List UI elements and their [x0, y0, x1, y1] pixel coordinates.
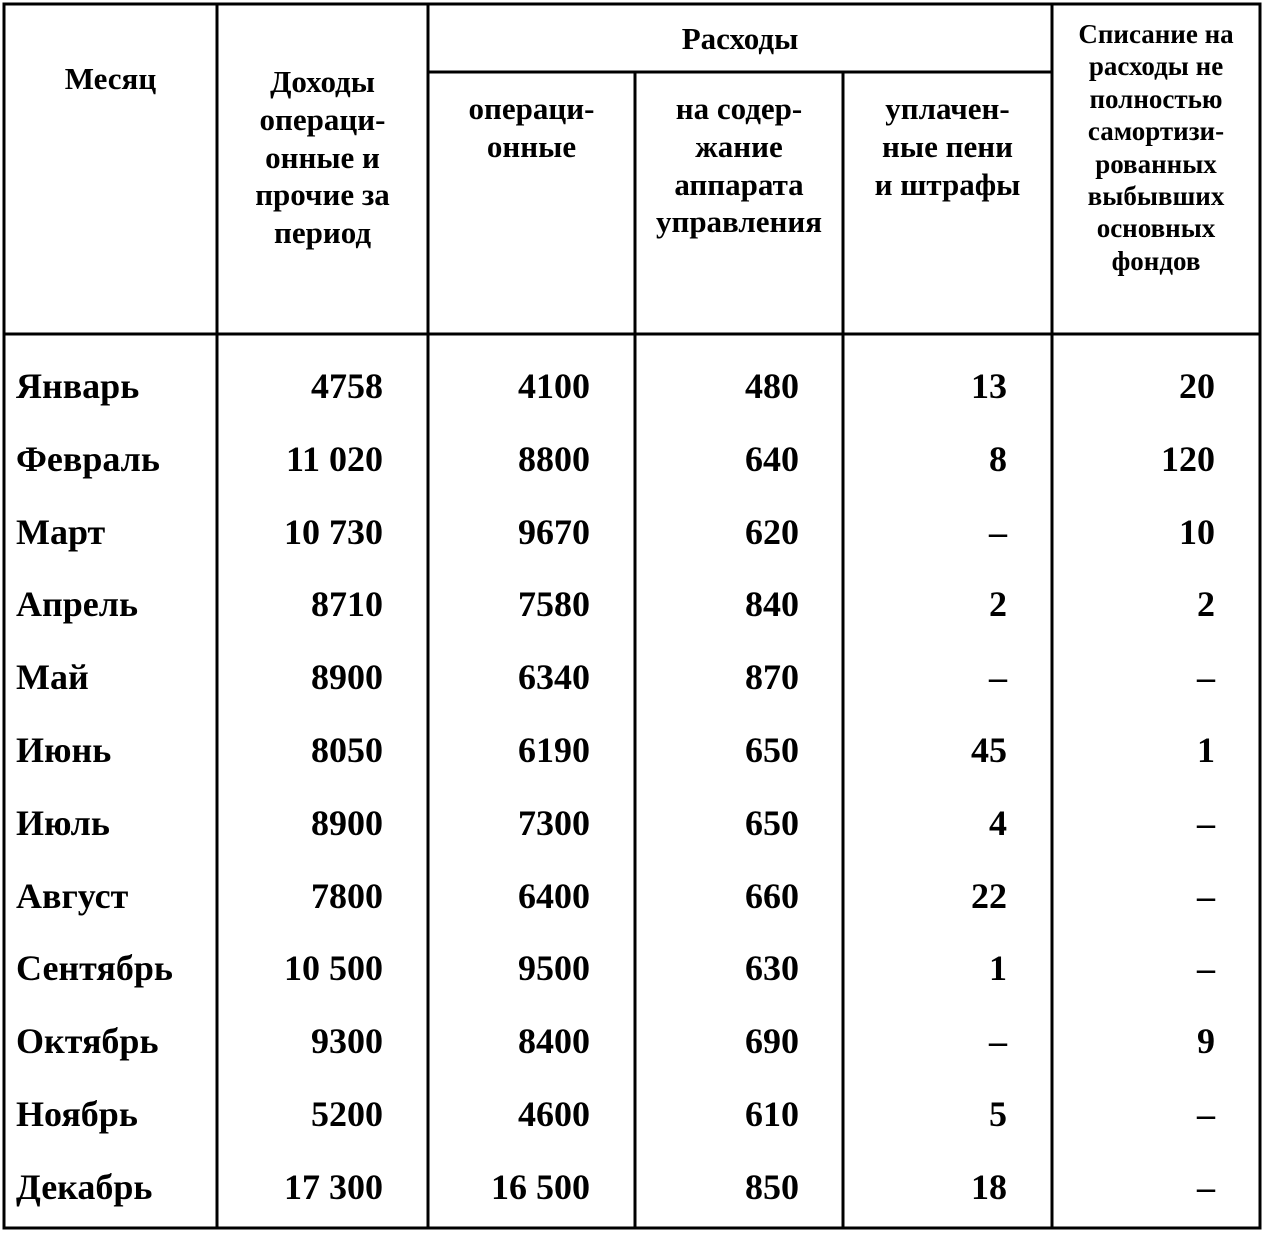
cell-month: Август	[16, 876, 129, 916]
cell-income: 4758	[311, 366, 383, 406]
cell-writeoff: 120	[1161, 439, 1215, 479]
cell-penalties: –	[989, 512, 1007, 552]
cell-writeoff: –	[1197, 657, 1215, 697]
cell-month: Сентябрь	[16, 948, 173, 988]
cell-penalties: 18	[971, 1167, 1007, 1207]
cell-month: Октябрь	[16, 1021, 159, 1061]
cell-month: Январь	[16, 366, 140, 406]
cell-month: Июнь	[16, 730, 112, 770]
cell-writeoff: 2	[1197, 584, 1215, 624]
cell-income: 17 300	[284, 1167, 383, 1207]
cell-penalties: –	[989, 657, 1007, 697]
header-admin: на содер- жание аппарата управления	[655, 91, 823, 240]
cell-writeoff: 20	[1179, 366, 1215, 406]
cell-admin: 610	[745, 1094, 799, 1134]
cell-operational: 7300	[518, 803, 590, 843]
cell-income: 8900	[311, 657, 383, 697]
cell-admin: 640	[745, 439, 799, 479]
cell-operational: 6340	[518, 657, 590, 697]
cell-month: Ноябрь	[16, 1094, 138, 1134]
cell-penalties: 5	[989, 1094, 1007, 1134]
header-penalties: уплачен- ные пени и штрафы	[874, 91, 1021, 202]
cell-writeoff: 9	[1197, 1021, 1215, 1061]
cell-income: 9300	[311, 1021, 383, 1061]
cell-income: 10 500	[284, 948, 383, 988]
cell-writeoff: –	[1197, 948, 1215, 988]
cell-admin: 690	[745, 1021, 799, 1061]
cell-admin: 850	[745, 1167, 799, 1207]
cell-admin: 650	[745, 730, 799, 770]
cell-penalties: 8	[989, 439, 1007, 479]
cell-operational: 6190	[518, 730, 590, 770]
header-expenses-group: Расходы	[681, 21, 799, 56]
cell-writeoff: –	[1197, 1167, 1215, 1207]
cell-writeoff: –	[1197, 876, 1215, 916]
cell-writeoff: 10	[1179, 512, 1215, 552]
cell-operational: 7580	[518, 584, 590, 624]
cell-operational: 8800	[518, 439, 590, 479]
cell-operational: 9500	[518, 948, 590, 988]
header-month: Месяц	[64, 61, 157, 96]
cell-income: 7800	[311, 876, 383, 916]
cell-operational: 4100	[518, 366, 590, 406]
cell-writeoff: 1	[1197, 730, 1215, 770]
cell-admin: 660	[745, 876, 799, 916]
cell-month: Апрель	[16, 584, 138, 624]
cell-operational: 4600	[518, 1094, 590, 1134]
cell-admin: 480	[745, 366, 799, 406]
cell-penalties: –	[989, 1021, 1007, 1061]
cell-month: Февраль	[16, 439, 160, 479]
cell-income: 8050	[311, 730, 383, 770]
cell-penalties: 13	[971, 366, 1007, 406]
cell-writeoff: –	[1197, 1094, 1215, 1134]
cell-income: 8710	[311, 584, 383, 624]
header-income: Доходы операци- онные и прочие за период	[255, 64, 390, 251]
cell-admin: 650	[745, 803, 799, 843]
cell-income: 11 020	[285, 439, 383, 479]
cell-month: Декабрь	[16, 1167, 153, 1207]
cell-operational: 9670	[518, 512, 590, 552]
cell-penalties: 1	[989, 948, 1007, 988]
header-operational: операци- онные	[468, 91, 595, 164]
header-writeoff: Списание на расходы не полностью самортизи- рованных выбывших основных фондов	[1078, 19, 1234, 276]
cell-income: 5200	[311, 1094, 383, 1134]
cell-admin: 840	[745, 584, 799, 624]
cell-writeoff: –	[1197, 803, 1215, 843]
cell-penalties: 45	[971, 730, 1007, 770]
cell-month: Март	[16, 512, 106, 552]
cell-penalties: 2	[989, 584, 1007, 624]
cell-month: Июль	[16, 803, 110, 843]
cell-admin: 630	[745, 948, 799, 988]
cell-month: Май	[16, 657, 89, 697]
cell-operational: 16 500	[491, 1167, 590, 1207]
cell-penalties: 4	[989, 803, 1007, 843]
cell-income: 10 730	[284, 512, 383, 552]
cell-admin: 620	[745, 512, 799, 552]
cell-admin: 870	[745, 657, 799, 697]
cell-penalties: 22	[971, 876, 1007, 916]
cell-operational: 8400	[518, 1021, 590, 1061]
cell-income: 8900	[311, 803, 383, 843]
cell-operational: 6400	[518, 876, 590, 916]
